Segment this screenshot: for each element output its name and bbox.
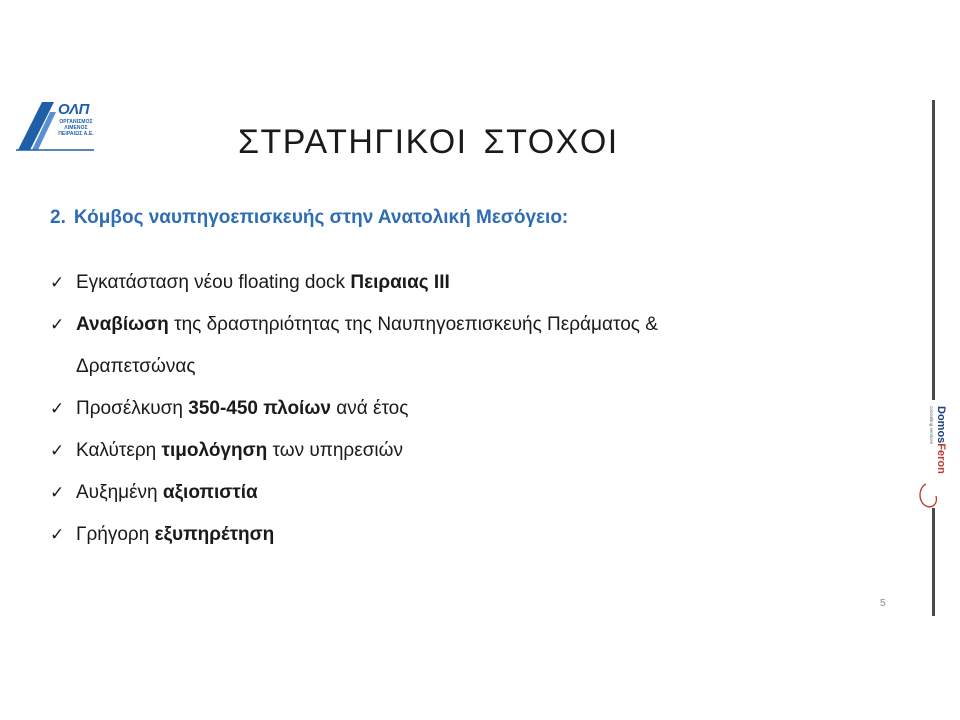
section-heading xyxy=(50,207,568,229)
bullet-bold-text: εξυπηρέτηση xyxy=(154,524,275,545)
side-logo-part1: Domos xyxy=(935,406,947,444)
section-number: 2. xyxy=(50,207,66,228)
section-heading-text: Κόμβος ναυπηγοεπισκευής στην Ανατολική Μεσόγειο: xyxy=(73,207,569,228)
olp-logo-line: ΠΕΙΡΑΙΩΣ Α.Ε. xyxy=(58,131,94,137)
svg-text:DomosFeron xyxy=(935,406,947,474)
bullet-item xyxy=(50,388,840,430)
bullet-bold-text: Αναβίωση xyxy=(76,314,169,335)
olp-logo xyxy=(16,98,94,152)
slide-title: ΣΤΡΑΤΗΓΙΚΟΙ ΣΤΟΧΟΙ xyxy=(238,123,619,161)
bullet-text: Προσέλκυση xyxy=(76,398,189,419)
olp-logo-name: ΟΛΠ xyxy=(58,101,89,118)
bullet-text: των υπηρεσιών xyxy=(267,440,403,461)
side-logo-part2: Feron xyxy=(935,443,947,474)
bullet-item xyxy=(50,472,840,514)
checkmark-icon: ✓ xyxy=(50,315,65,335)
olp-logo-line: ΛΙΜΕΝΟΣ xyxy=(64,125,88,131)
olp-logo-line: ΟΡΓΑΝΙΣΜΟΣ xyxy=(59,119,93,125)
bullet-text: ανά έτος xyxy=(330,398,409,419)
bullet-text: Γρήγορη xyxy=(76,524,155,545)
bullet-item xyxy=(50,262,840,304)
page-number: 5 xyxy=(880,598,886,609)
checkmark-icon: ✓ xyxy=(50,525,65,545)
bullet-bold-text: τιμολόγηση xyxy=(161,440,268,461)
bullet-text: Εγκατάσταση νέου floating dock xyxy=(76,272,351,293)
bullet-item xyxy=(50,304,840,388)
bullet-item xyxy=(50,430,840,472)
bullet-list xyxy=(50,262,840,556)
checkmark-icon: ✓ xyxy=(50,441,65,461)
checkmark-icon: ✓ xyxy=(50,399,65,419)
checkmark-icon: ✓ xyxy=(50,483,65,503)
bullet-bold-text: 350-450 πλοίων xyxy=(188,398,331,419)
olp-logo-caption xyxy=(56,119,96,137)
bullet-bold-text: Πειραιας ΙΙΙ xyxy=(350,272,450,293)
bullet-bold-text: αξιοπιστία xyxy=(162,482,258,503)
checkmark-icon: ✓ xyxy=(50,273,65,293)
side-rule-bottom xyxy=(932,508,935,616)
bullet-continuation-text: Δραπετσώνας xyxy=(76,356,196,377)
bullet-text: Αυξημένη xyxy=(76,482,163,503)
bullet-text: Καλύτερη xyxy=(76,440,162,461)
side-rule-top xyxy=(932,100,935,400)
side-logo-swirl-icon xyxy=(920,484,936,507)
domosferon-logo xyxy=(914,404,950,510)
bullet-text: της δραστηριότητας της Ναυπηγοεπισκευής Περάματος & xyxy=(168,314,658,335)
bullet-item xyxy=(50,514,840,556)
side-logo-tagline: consulting services xyxy=(929,406,934,445)
